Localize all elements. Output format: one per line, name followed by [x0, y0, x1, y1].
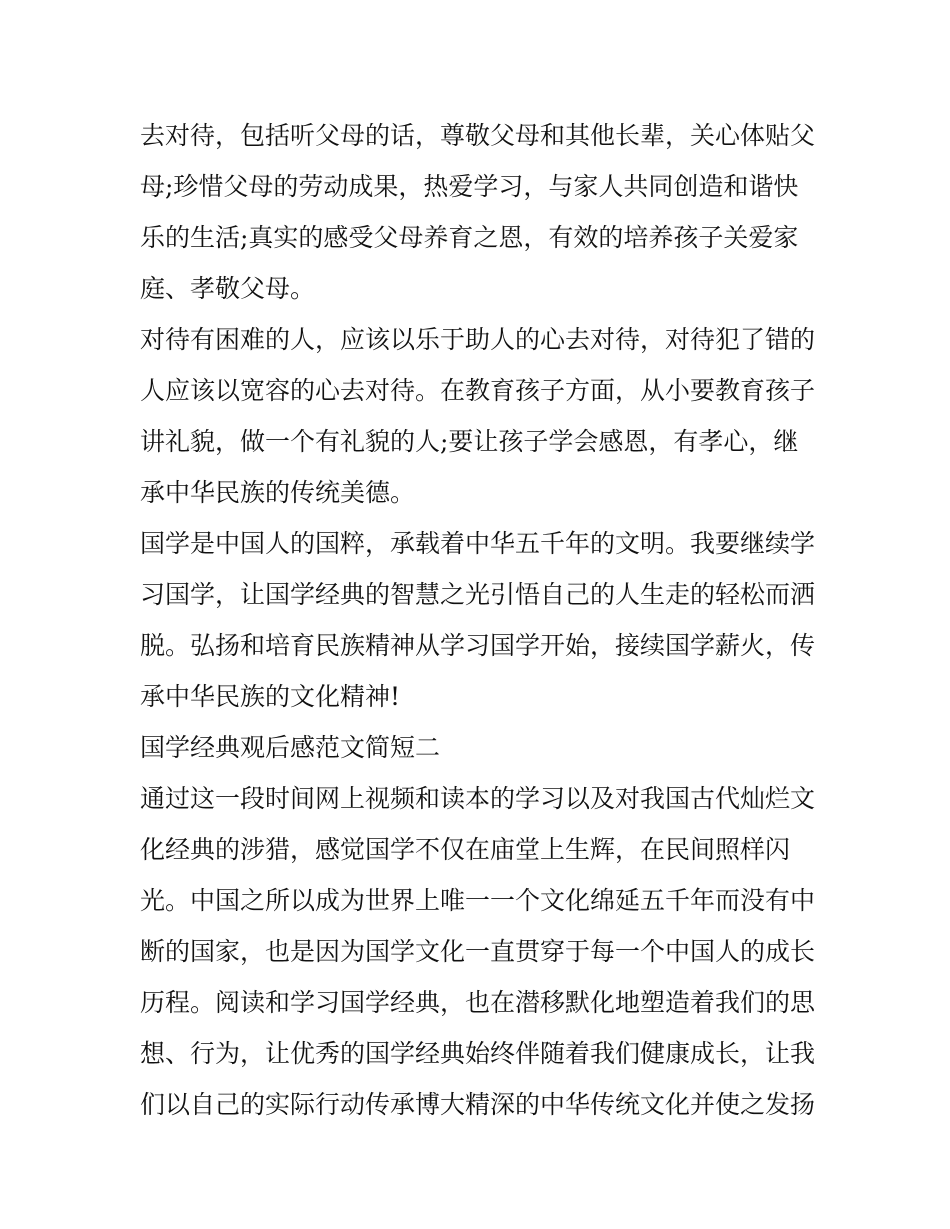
text-line: 承中华民族的传统美德。: [140, 478, 416, 507]
text-line: 人应该以宽容的心去对待。在教育孩子方面，从小要教育孩子: [140, 376, 816, 405]
text-line: 断的国家，也是因为国学文化一直贯穿于每一个中国人的成长: [140, 937, 816, 966]
text-line: 国学是中国人的国粹，承载着中华五千年的文明。我要继续学: [140, 529, 816, 558]
text-line: 去对待，包括听父母的话，尊敬父母和其他长辈，关心体贴父: [140, 121, 816, 150]
text-line: 母;珍惜父母的劳动成果，热爱学习，与家人共同创造和谐快: [140, 172, 799, 201]
text-line: 乐的生活;真实的感受父母养育之恩，有效的培养孩子关爱家: [140, 223, 799, 252]
text-line: 通过这一段时间网上视频和读本的学习以及对我国古代灿烂文: [140, 784, 816, 813]
text-line: 历程。阅读和学习国学经典，也在潜移默化地塑造着我们的思: [140, 988, 816, 1017]
text-line: 庭、孝敬父母。: [140, 274, 316, 303]
text-line: 化经典的涉猎，感觉国学不仅在庙堂上生辉，在民间照样闪: [140, 835, 791, 864]
document-body: [140, 110, 820, 1130]
text-line: 脱。弘扬和培育民族精神从学习国学开始，接续国学薪火，传: [140, 631, 816, 660]
text-line: 承中华民族的文化精神!: [140, 682, 401, 711]
text-line: 想、行为，让优秀的国学经典始终伴随着我们健康成长，让我: [140, 1039, 816, 1068]
section-heading: 国学经典观后感范文简短二: [140, 733, 441, 762]
text-line: 对待有困难的人，应该以乐于助人的心去对待，对待犯了错的: [140, 325, 816, 354]
text-line: 习国学，让国学经典的智慧之光引悟自己的人生走的轻松而洒: [140, 580, 816, 609]
text-line: 们以自己的实际行动传承博大精深的中华传统文化并使之发扬: [140, 1090, 816, 1119]
text-line: 光。中国之所以成为世界上唯一一个文化绵延五千年而没有中: [140, 886, 816, 915]
text-line: 讲礼貌，做一个有礼貌的人;要让孩子学会感恩，有孝心，继: [140, 427, 799, 456]
